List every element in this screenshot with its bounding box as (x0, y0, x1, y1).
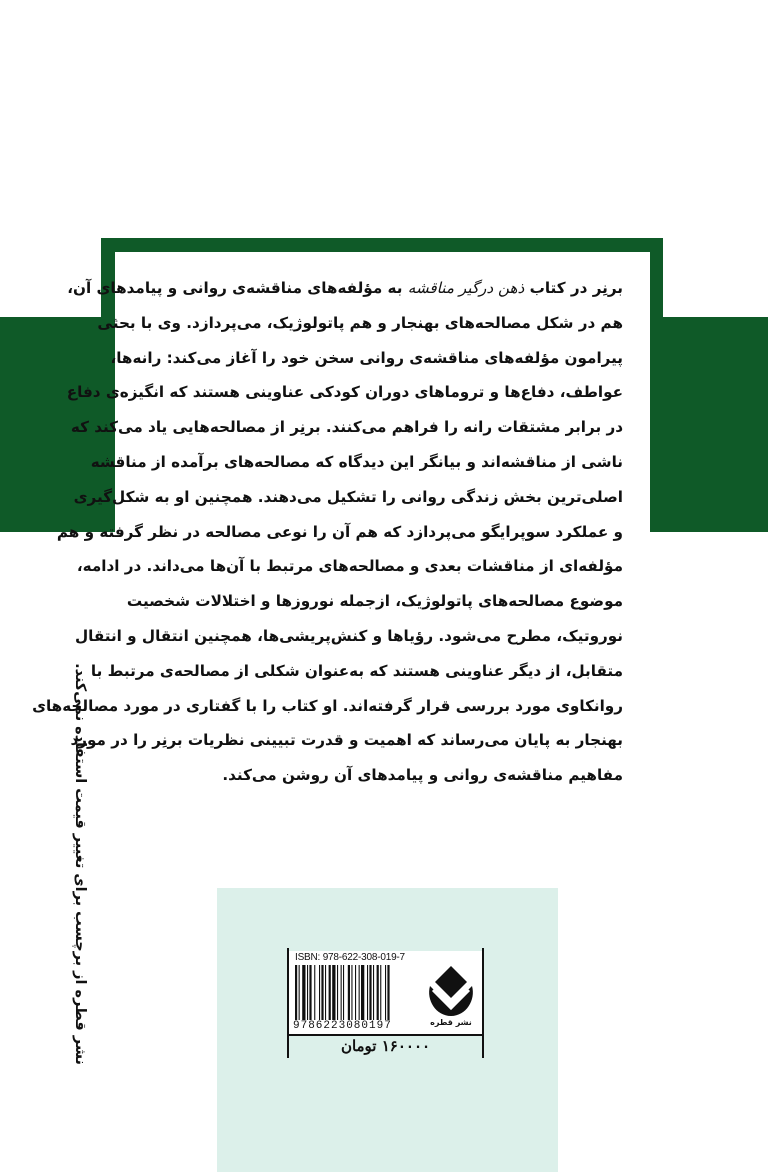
barcode-bar (329, 965, 331, 1021)
barcode-bar (359, 965, 360, 1021)
blurb-line-start: برنِر در کتاب (524, 279, 623, 297)
barcode-bar (367, 965, 368, 1021)
ean-number: 9786223080197 (293, 1020, 392, 1032)
barcode-bar (321, 965, 323, 1021)
barcode-bar (373, 965, 374, 1021)
blurb-line: در برابر مشتقات رانه را فراهم می‌کنند. برنِر از مصالحه‌هایی یاد می‌کند که (70, 418, 623, 437)
price-divider (287, 1034, 484, 1036)
blurb-line: پیرامون مؤلفه‌های مناقشه‌ی روانی سخن خود را آغاز می‌کند: رانه‌ها، (110, 348, 623, 367)
barcode-box (287, 948, 484, 1058)
blurb-line: موضوع مصالحه‌های پاتولوژیک، ازجمله نوروزها و اختلالات شخصیت (126, 592, 623, 611)
barcode-bar (325, 965, 326, 1021)
barcode-bar (361, 965, 364, 1021)
blurb-line: اصلی‌ترین بخش زندگی روانی را تشکیل می‌دهند. همچنین او به شکل‌گیری (73, 487, 623, 506)
barcode-bar (380, 965, 381, 1021)
blurb-line: بهنجار به پایان می‌رساند که اهمیت و قدرت تبیینی نظریات برنِر را در مورد (70, 731, 623, 750)
blurb-line: مفاهیم مناقشه‌ی روانی و پیامدهای آن روشن می‌کند. (222, 766, 623, 785)
blurb-line: مؤلفه‌ای از مناقشات بعدی و مصالحه‌های مرتبط با آن‌ها می‌داند. در ادامه، (76, 557, 623, 576)
barcode-bar (307, 965, 308, 1021)
book-title: ذهن درگیر مناقشه (407, 279, 525, 297)
barcode-bar (351, 965, 352, 1021)
barcode-bar (341, 965, 342, 1021)
barcode-bar (343, 965, 344, 1021)
barcode-bar (387, 965, 389, 1021)
blurb-line: روانکاوی مورد بررسی قرار گرفته‌اند. او کتاب را با گفتاری در مورد مصالحه‌های (32, 696, 623, 715)
barcode-bar (348, 965, 350, 1021)
barcode-bar (314, 965, 315, 1021)
blurb-line: متقابل، از دیگر عناوینی هستند که به‌عنوان شکلی از مصالحه‌ی مرتبط با (90, 661, 623, 680)
barcode-bar (355, 965, 356, 1021)
blurb-line: و عملکرد سوپرایگو می‌پردازد که هم آن را نوعی مصالحه در نظر گرفته و هم (56, 522, 623, 541)
barcode-bar (302, 965, 305, 1021)
barcode-bar (332, 965, 335, 1021)
blurb-line-end: به مؤلفه‌های مناقشه‌ی روانی و پیامدهای آن، (67, 279, 408, 297)
barcode-bar (337, 965, 338, 1021)
blurb-line: هم در شکل مصالحه‌های بهنجار و هم پاتولوژیک، می‌پردازد. وی با بحثی (97, 313, 623, 332)
barcode-bars (295, 965, 419, 1021)
barcode-bar (319, 965, 320, 1021)
blurb-text (32, 271, 623, 793)
blurb-line (67, 271, 623, 306)
publisher-logo-icon (424, 964, 478, 1018)
isbn-text: ISBN: 978-622-308-019-7 (295, 952, 405, 963)
barcode-bar (377, 965, 379, 1021)
publisher-name: نشر قطره (430, 1018, 472, 1027)
barcode-bar (369, 965, 371, 1021)
barcode-bar (385, 965, 386, 1021)
price: ۱۶۰۰۰۰ تومان (340, 1037, 431, 1055)
blurb-line: نوروتیک، مطرح می‌شود. رؤیاها و کنش‌پریشی‌ها، همچنین انتقال و انتقال (74, 626, 623, 645)
barcode-bar (309, 965, 311, 1021)
barcode-bar (299, 965, 300, 1021)
blurb-line: ناشی از مناقشه‌اند و بیانگر این دیدگاه که مصالحه‌های برآمده از مناقشه (90, 452, 623, 471)
price-sticker-note: نشر قطره از برچسب برای تغییر قیمت استفاده نمی‌کند. (72, 663, 88, 1065)
barcode-bar (295, 965, 297, 1021)
blurb-line: عواطف، دفاع‌ها و تروماهای دوران کودکی عناوینی هستند که انگیزه‌ی دفاع (66, 383, 623, 402)
